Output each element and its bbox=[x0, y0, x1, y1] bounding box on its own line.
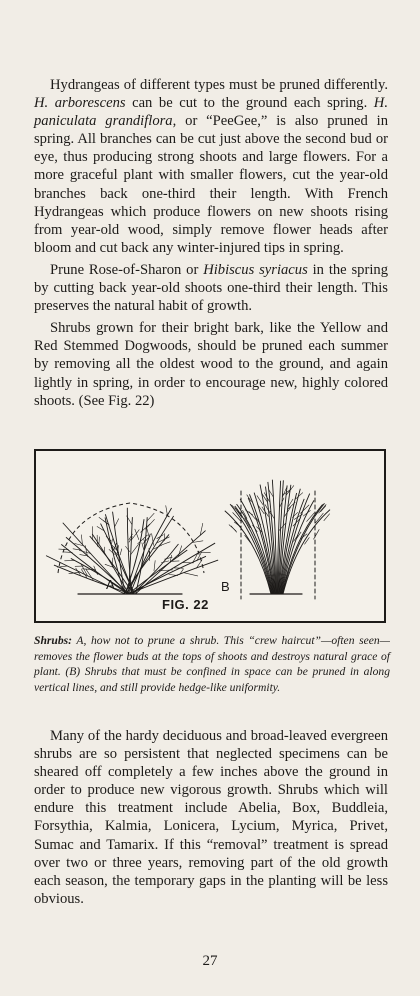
text-run: Prune Rose-of-Sharon or bbox=[50, 261, 204, 278]
figure-caption bbox=[34, 633, 390, 695]
text-run: Hydrangeas of different types must be pruned differently. bbox=[50, 77, 388, 93]
italic-text: Hibiscus syriacus bbox=[203, 261, 308, 278]
paragraph bbox=[34, 727, 388, 908]
text-run: , or “PeeGee,” is also pruned in spring. All branches can be cut just above the second bud or eye, thus producing strong shoots and large flowers. For a more graceful plant with smaller flowers, cut the year-old branches back one-third their length. With French Hydrangeas which produce flowers on new shoots rising from year-old wood, simply remove flower heads after bloom and cut back any winter-injured tips in spring. bbox=[34, 113, 388, 256]
text-run: can be cut to the ground each spring. bbox=[125, 95, 374, 112]
figure-label-b: B bbox=[221, 579, 231, 594]
text-run: Shrubs grown for their bright bark, like the Yellow and Red Stemmed Dogwoods, should be pruned each summer by removing all the oldest wood to the ground, and again lightly in spring, in order to encourage new, highly colored shoots. (See Fig. 22) bbox=[34, 320, 388, 409]
paragraph bbox=[34, 319, 388, 409]
paragraph bbox=[34, 261, 388, 315]
paragraph bbox=[34, 76, 388, 257]
caption-lead: Shrubs: bbox=[34, 634, 73, 647]
shrub-pruning-illustration bbox=[36, 451, 384, 621]
italic-text: H. arborescens bbox=[34, 95, 126, 112]
intro-text bbox=[34, 76, 388, 410]
text-run: in the spring by cutting back year-old shoots one-third their length. This preserves the natural habit of growth. bbox=[34, 261, 388, 315]
figure-title: FIG. 22 bbox=[162, 597, 209, 612]
text-run: Many of the hardy deciduous and broad-leaved evergreen shrubs are so persistent that neglected specimens can be sheared off completely a few inches above the ground in order to produce new vigorous growth. Shrubs which will endure this treatment include Abelia, Box, Buddleia, Forsythia, Kalmia, Lonicera, Lycium, Myrica, Privet, Sumac and Tamarix. If this “removal” treatment is spread over two or three years, removing part of the old growth each season, the temporary gaps in the planting will be less obvious. bbox=[34, 728, 388, 907]
outro-text bbox=[34, 727, 388, 908]
caption-text: A, how not to prune a shrub. This “crew haircut”—often seen—removes the flower buds at the tops of shoots and destroys natural grace of plant. (B) Shrubs that must be confined in space can be pruned in along vertical lines, and still provide hedge-like uniformity. bbox=[34, 634, 390, 694]
figure-label-a: A bbox=[106, 577, 116, 592]
italic-text: H. paniculata grandiflora bbox=[34, 95, 388, 130]
page-number: 27 bbox=[202, 953, 218, 969]
figure-22 bbox=[34, 449, 386, 623]
